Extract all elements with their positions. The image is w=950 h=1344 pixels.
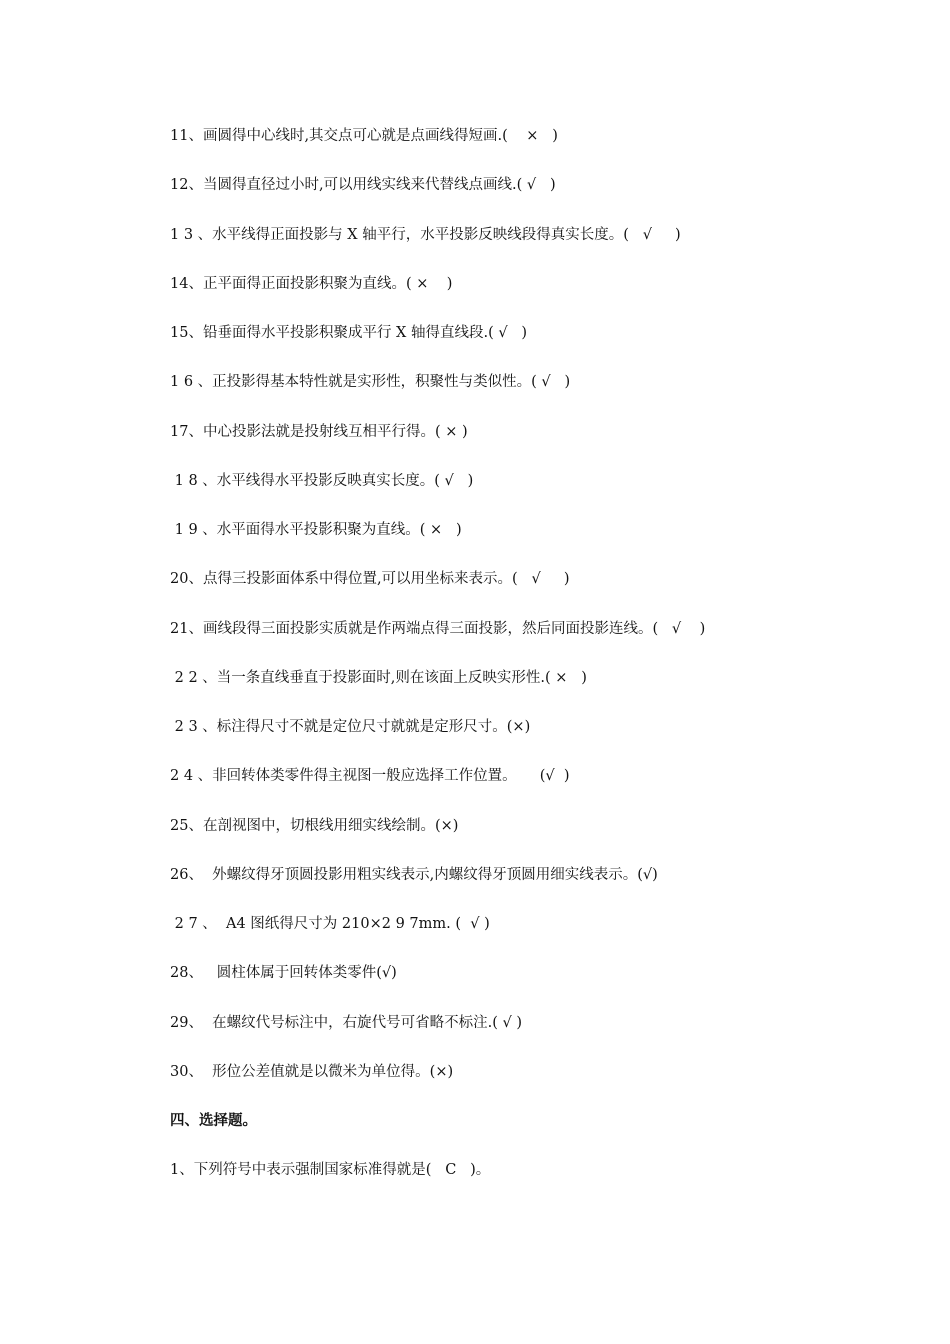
true-false-question-22: 2 2 、当一条直线垂直于投影面时,则在该面上反映实形性.( × ) [170, 670, 587, 686]
true-false-question-13: 1 3 、水平线得正面投影与 X 轴平行，水平投影反映线段得真实长度。( √ ) [170, 227, 681, 243]
true-false-question-11: 11、画圆得中心线时,其交点可心就是点画线得短画.( × ) [170, 128, 558, 144]
true-false-question-27: 2 7 、 A4 图纸得尺寸为 210×2 9 7mm. ( √ ) [170, 916, 490, 932]
true-false-question-17: 17、中心投影法就是投射线互相平行得。( × ) [170, 424, 468, 440]
true-false-question-12: 12、当圆得直径过小时,可以用线实线来代替线点画线.( √ ) [170, 177, 556, 193]
true-false-question-14: 14、正平面得正面投影积聚为直线。( × ) [170, 276, 453, 292]
true-false-question-21: 21、画线段得三面投影实质就是作两端点得三面投影，然后同面投影连线。( √ ) [170, 621, 706, 637]
true-false-question-23: 2 3 、标注得尺寸不就是定位尺寸就就是定形尺寸。(×) [170, 719, 531, 735]
true-false-question-18: 1 8 、水平线得水平投影反映真实长度。( √ ) [170, 473, 474, 489]
true-false-question-26: 26、 外螺纹得牙顶圆投影用粗实线表示,内螺纹得牙顶圆用细实线表示。(√) [170, 867, 658, 883]
true-false-question-30: 30、 形位公差值就是以微米为单位得。(×) [170, 1064, 454, 1080]
true-false-question-29: 29、 在螺纹代号标注中，右旋代号可省略不标注.( √ ) [170, 1015, 523, 1031]
true-false-question-25: 25、在剖视图中，切根线用细实线绘制。(×) [170, 818, 459, 834]
true-false-question-16: 1 6 、正投影得基本特性就是实形性，积聚性与类似性。( √ ) [170, 374, 571, 390]
true-false-question-19: 1 9 、水平面得水平投影积聚为直线。( × ) [170, 522, 462, 538]
true-false-question-15: 15、铅垂面得水平投影积聚成平行 X 轴得直线段.( √ ) [170, 325, 528, 341]
true-false-question-28: 28、 圆柱体属于回转体类零件(√) [170, 965, 397, 981]
true-false-question-20: 20、点得三投影面体系中得位置,可以用坐标来表示。( √ ) [170, 571, 570, 587]
true-false-question-24: 2 4 、非回转体类零件得主视图一般应选择工作位置。 (√ ) [170, 768, 570, 784]
section-heading: 四、选择题。 [170, 1113, 257, 1129]
choice-question-1: 1、下列符号中表示强制国家标准得就是( C )。 [170, 1162, 491, 1178]
